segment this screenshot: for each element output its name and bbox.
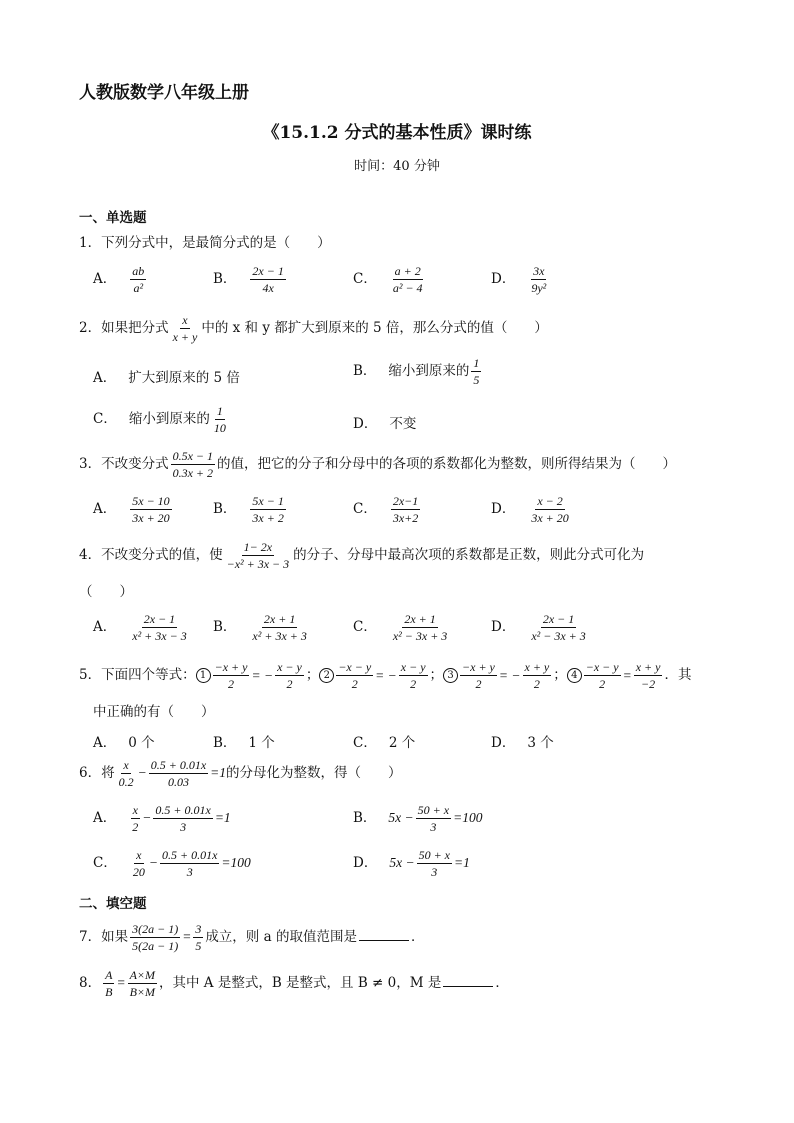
numerator: 2x − 1 [542,612,575,626]
question-1-stem [79,233,331,253]
denominator: 2 [351,677,358,691]
numerator: x + y [524,660,550,674]
option-text: 不变 [389,416,417,432]
option-label: B． [213,501,237,517]
question-number: 3． [79,456,102,472]
question-text: ，其中 A 是整式，B 是整式，且 B ≠ 0，M 是 [159,975,442,991]
question-7-stem [79,922,424,953]
page-title: 《15.1.2 分式的基本性质》课时练 [262,123,532,143]
denominator: 3x + 2 [252,511,284,525]
question-3-stem [79,449,676,480]
denominator: 5 [473,373,480,387]
denominator: x² + 3x − 3 [132,629,187,643]
numerator: 3(2a − 1) [132,922,179,936]
denominator: 3x + 20 [531,511,569,525]
numerator: 5x − 10 [132,494,170,508]
question-4-paren: （ ） [79,584,133,600]
question-2-option-c[interactable] [93,404,230,435]
denominator: 3x + 20 [132,511,170,525]
question-text: ． [410,929,425,945]
denominator: 4x [262,281,274,295]
operator: = − [498,667,521,683]
option-label: C． [353,619,377,635]
denominator: a² [133,281,144,295]
denominator: 2 [228,677,235,691]
equation-rhs: =100 [221,855,251,870]
numerator: 1 [216,404,223,418]
numerator: 2x + 1 [404,612,436,626]
question-6-option-c[interactable] [93,848,251,879]
question-text: 如果 [101,929,129,945]
numerator: A [105,968,113,982]
numerator: x − 2 [537,494,563,508]
option-label: B． [353,363,377,379]
numerator: 5x − 1 [252,494,284,508]
denominator: x + y [172,330,198,344]
option-label: C． [93,411,117,427]
option-label: C． [353,271,377,287]
section-heading-single-choice: 一、单选题 [79,210,147,226]
question-number: 1． [79,235,102,251]
question-4-option-d[interactable] [491,612,590,643]
numerator: 2x + 1 [263,612,296,626]
numerator: x [136,848,142,862]
option-label: C． [353,735,377,751]
option-label: A． [93,810,117,826]
question-5-option-b[interactable] [213,731,275,751]
option-label: B． [213,619,237,635]
option-label: B． [213,735,237,751]
question-text: 中的 x 和 y 都扩大到原来的 5 倍，那么分式的值（ ） [201,320,548,336]
option-label: B． [353,810,377,826]
denominator: 20 [132,865,145,879]
question-number: 6． [79,765,102,781]
question-5-option-a[interactable] [93,731,155,751]
question-3-option-c[interactable] [353,494,422,525]
option-text: 0 个 [128,735,155,751]
question-4-stem [79,540,644,571]
question-1-option-c[interactable] [353,264,427,295]
question-5-stem-line2: 中正确的有（ ） [93,704,215,720]
numerator: x [182,313,188,327]
numerator: 3 [195,922,202,936]
denominator: 3x+2 [392,511,419,525]
equation-3 [443,660,553,691]
question-number: 5． [79,667,102,683]
numerator: 1 [473,356,480,370]
circled-number: 1 [196,668,211,683]
numerator: 0.5 + 0.01x [155,803,211,817]
numerator: 3x [533,264,545,278]
option-text: 缩小到原来的 [128,411,210,427]
operator: − [142,810,152,825]
denominator: 10 [213,421,226,435]
denominator: −x² + 3x − 3 [226,557,290,571]
option-label: C． [93,855,117,871]
question-6-option-a[interactable] [93,803,231,834]
question-2-stem [79,313,548,344]
question-text: 的分母化为整数，得（ ） [226,765,402,781]
operator: = − [251,667,274,683]
question-3-option-b[interactable] [213,494,288,525]
answer-blank[interactable] [443,973,493,987]
expression: 5x − [389,855,415,870]
denominator: 2 [410,677,417,691]
numerator: x [123,758,129,772]
option-text: 1 个 [248,735,275,751]
numerator: −x + y [462,660,495,674]
question-5-stem [79,660,691,691]
option-label: D． [491,735,516,751]
question-2-option-b[interactable] [353,356,483,387]
series-title: 人教版数学八年级上册 [79,83,249,103]
question-6-option-b[interactable] [353,803,482,834]
numerator: 2x−1 [392,494,419,508]
numerator: 50 + x [418,848,450,862]
numerator: x − y [400,660,426,674]
question-4-option-b[interactable] [213,612,311,643]
option-label: A． [93,735,117,751]
equation-rhs: =100 [453,810,483,825]
denominator: 2 [475,677,482,691]
question-5-option-d[interactable] [491,731,554,751]
numerator: x [132,803,138,817]
question-text: 不改变分式 [101,456,169,472]
circled-number: 2 [319,668,334,683]
question-text: 如果把分式 [101,320,169,336]
question-number: 2． [79,320,102,336]
equation-2 [319,660,429,691]
numerator: 2x − 1 [252,264,284,278]
question-text: ．其 [664,667,692,683]
section-heading-fill-blank: 二、填空题 [79,896,147,912]
equation-4 [567,660,665,691]
question-4-option-c[interactable] [353,612,451,643]
operator: = [116,975,126,990]
question-2-option-a[interactable] [93,366,240,386]
equation-rhs: =1 [214,810,231,825]
question-text: 下面四个等式： [101,667,196,683]
option-text: 扩大到原来的 5 倍 [128,370,240,386]
equation-rhs: =1 [454,855,470,870]
denominator: 3 [180,820,187,834]
operator: = [622,667,632,683]
separator: ； [305,667,320,683]
question-3-option-a[interactable] [93,494,174,525]
question-1-option-d[interactable] [491,264,550,295]
question-text: 不改变分式的值，使 [101,547,223,563]
operator: = [182,929,192,944]
denominator: 3 [431,865,438,879]
question-text: 的分子、分母中最高次项的系数都是正数，则此分式可化为 [293,547,645,563]
denominator: 2 [286,677,293,691]
denominator: 3 [430,820,437,834]
denominator: 0.2 [118,775,134,789]
question-number: 7． [79,929,102,945]
option-label: C． [353,501,377,517]
denominator: 0.3x + 2 [172,466,214,480]
denominator: 5 [195,939,202,953]
denominator: 2 [533,677,540,691]
question-1-option-a[interactable] [93,264,148,295]
equation-rhs: =1 [210,765,227,780]
denominator: 3 [186,865,193,879]
question-text: 下列分式中，是最简分式的是（ ） [101,235,331,251]
expression: 5x − [388,810,414,825]
circled-number: 3 [443,668,458,683]
numerator: −x − y [338,660,372,674]
question-number: 8． [79,975,102,991]
question-8-stem [79,968,509,999]
numerator: 0.5x − 1 [172,449,214,463]
question-text: 成立，则 a 的取值范围是 [205,929,357,945]
question-1-option-b[interactable] [213,264,288,295]
option-label: A． [93,370,117,386]
operator: − [137,765,147,780]
denominator: B×M [129,985,155,999]
numerator: 50 + x [417,803,450,817]
time-limit: 时间：40 分钟 [354,159,440,174]
question-text: 将 [101,765,115,781]
numerator: x − y [277,660,302,674]
option-text: 2 个 [388,735,416,751]
numerator: 1− 2x [243,540,273,554]
question-6-option-d[interactable] [353,848,470,879]
numerator: 2x − 1 [143,612,176,626]
denominator: 2 [132,820,139,834]
denominator: 5(2a − 1) [132,939,179,953]
option-label: A． [93,619,117,635]
option-label: A． [93,501,117,517]
operator: − [148,855,158,870]
option-text: 3 个 [527,735,554,751]
equation-1 [196,660,306,691]
numerator: x + y [635,660,661,674]
denominator: x² + 3x + 3 [252,629,307,643]
numerator: A×M [129,968,155,982]
question-3-option-d[interactable] [491,494,573,525]
separator: ； [429,667,444,683]
separator: ； [553,667,567,683]
operator: = − [375,667,397,683]
question-text: 的值，把它的分子和分母中的各项的系数都化为整数，则所得结果为（ ） [217,456,677,472]
question-4-option-a[interactable] [93,612,191,643]
question-2-option-d[interactable] [353,412,416,432]
numerator: 0.5 + 0.01x [150,758,207,772]
answer-blank[interactable] [359,927,409,941]
option-label: D． [491,501,516,517]
denominator: 2 [599,677,606,691]
question-5-option-c[interactable] [353,731,415,751]
denominator: x² − 3x + 3 [392,629,448,643]
option-label: D． [353,855,378,871]
denominator: x² − 3x + 3 [531,629,586,643]
option-text: 缩小到原来的 [388,363,470,379]
numerator: −x − y [585,660,619,674]
numerator: ab [132,264,145,278]
numerator: a + 2 [394,264,421,278]
option-label: D． [491,619,516,635]
denominator: 0.03 [167,775,189,789]
numerator: −x + y [214,660,248,674]
option-label: D． [491,271,516,287]
denominator: 9y² [531,281,547,295]
circled-number: 4 [567,668,582,683]
denominator: a² − 4 [392,281,423,295]
option-label: A． [93,271,117,287]
denominator: B [105,985,113,999]
option-label: D． [353,416,378,432]
denominator: −2 [641,677,656,691]
question-number: 4． [79,547,102,563]
numerator: 0.5 + 0.01x [161,848,218,862]
option-label: B． [213,271,237,287]
question-text: ． [495,975,509,991]
question-6-stem [79,758,402,789]
